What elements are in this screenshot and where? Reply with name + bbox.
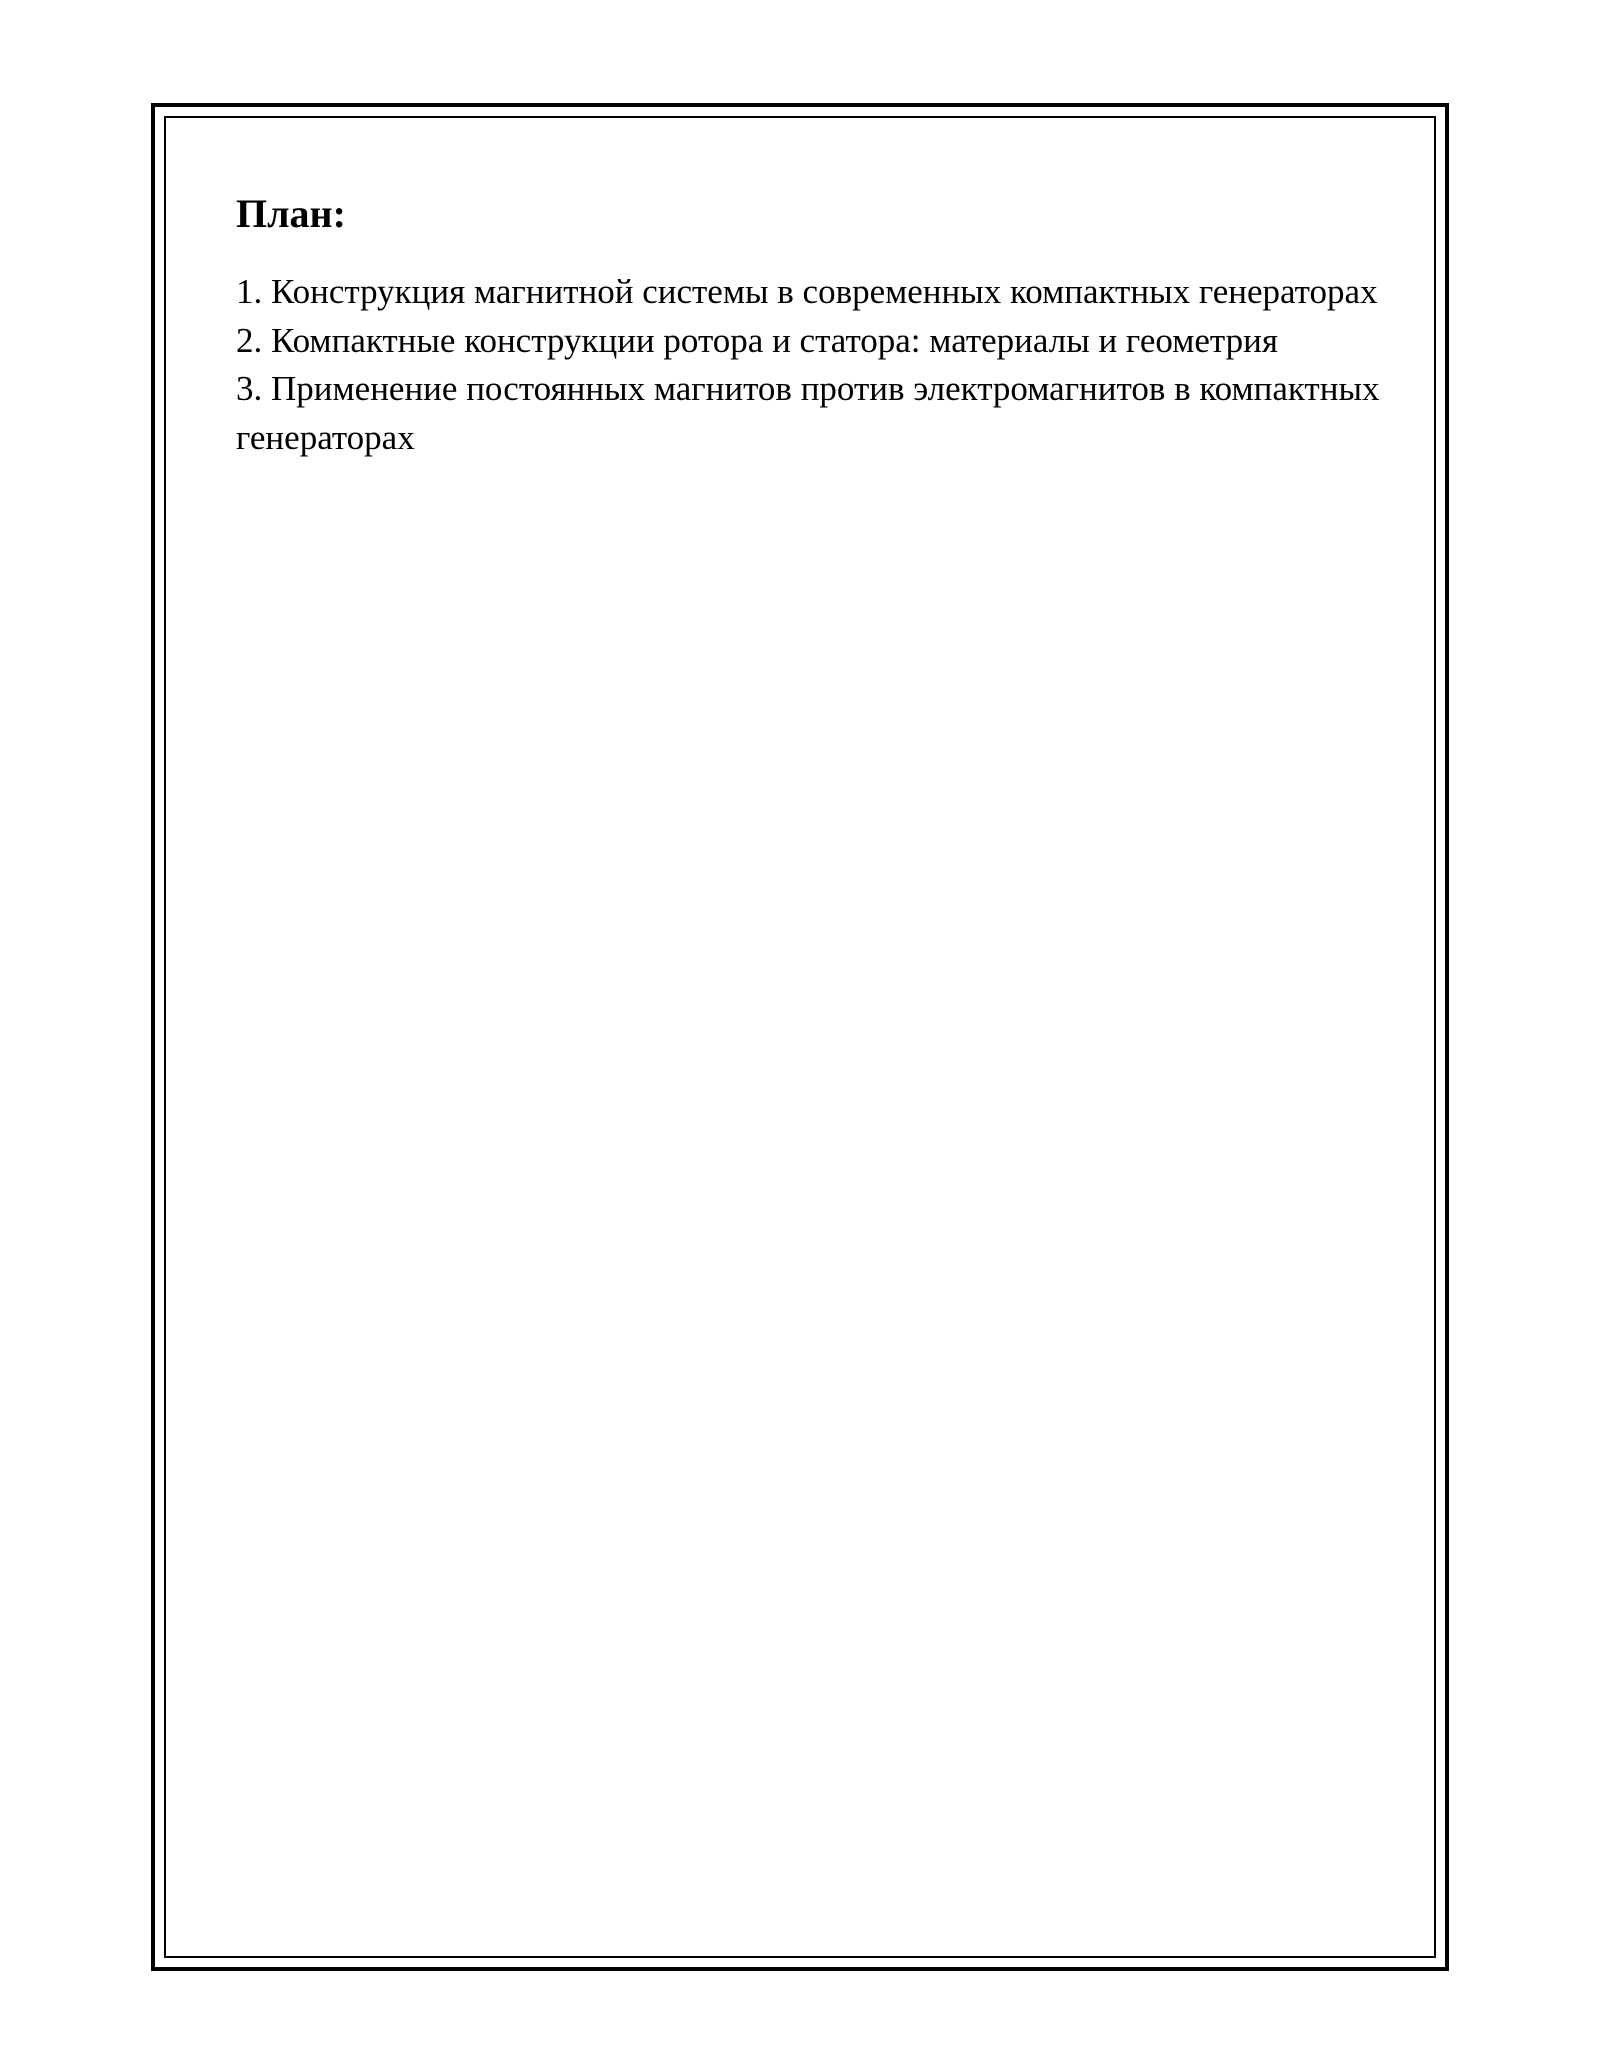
- plan-item-1: 1. Конструкция магнитной системы в современных компактных генераторах: [236, 272, 1378, 311]
- page-content: [236, 190, 1386, 462]
- plan-list: [236, 268, 1386, 462]
- plan-item-3: 3. Применение постоянных магнитов против электромагнитов в компактных генераторах: [236, 369, 1380, 457]
- plan-heading: План:: [236, 191, 346, 236]
- plan-item-2: 2. Компактные конструкции ротора и статора: материалы и геометрия: [236, 320, 1278, 360]
